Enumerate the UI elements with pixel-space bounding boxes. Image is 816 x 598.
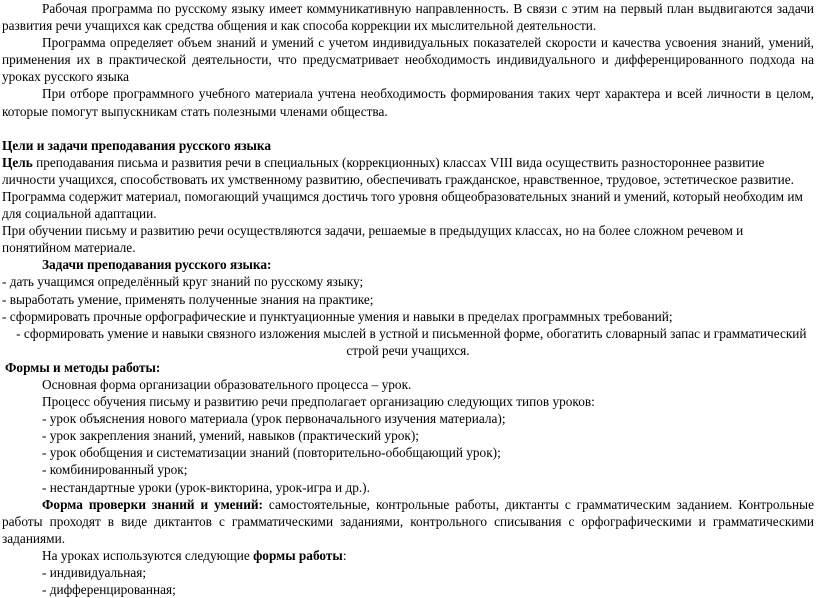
goals-tasks-paragraph: При обучении письму и развитию речи осуществляются задачи, решаемые в предыдущих классах, но на более сложном речевом и понятийном материале.: [2, 223, 744, 256]
lesson-type-item: - урок объяснения нового материала (урок первоначального изучения материала);: [42, 411, 506, 427]
task-item: - сформировать прочные орфографические и пунктуационные умения и навыки в пределах программных требований;: [2, 308, 673, 324]
forms-intro-paragraph: [2, 547, 814, 564]
control-text: самостоятельные, контрольные работы, диктанты с грамматическим заданием. Контрольные работы проходят в виде диктантов с грамматическими заданиями, контрольного списывания с орфографическими и грамматическими заданиями.: [2, 496, 814, 546]
lesson-type-item: - урок обобщения и систематизации знаний (повторительно-обобщающий урок);: [42, 445, 501, 461]
goals-aim-paragraph: [2, 154, 814, 188]
lesson-type-item: - нестандартные уроки (урок-викторина, урок-игра и др.).: [42, 479, 370, 495]
forms-label: формы работы: [253, 547, 343, 563]
tasks-heading: Задачи преподавания русского языка:: [42, 257, 272, 273]
task-item: - сформировать умение и навыки связного изложения мыслей в устной и письменной форме, обогатить словарный запас и грамматический строй речи учащихся.: [9, 325, 810, 358]
spacer: [2, 120, 814, 137]
goals-heading: Цели и задачи преподавания русского языка: [2, 137, 272, 153]
intro-paragraph-1: Рабочая программа по русскому языку имеет коммуникативную направленность. В связи с этим на первый план выдвигаются задачи развития речи учащихся как средства общения и как способа коррекции их мыслительной деятельности.: [2, 1, 814, 34]
forms-colon: :: [342, 547, 347, 563]
methods-types-paragraph: Процесс обучения письму и развитию речи предполагает организацию следующих типов уроков:: [42, 394, 595, 410]
methods-main-paragraph: Основная форма организации образовательного процесса – урок.: [42, 376, 412, 392]
form-item: - дифференцированная;: [42, 582, 176, 598]
form-item: - индивидуальная;: [42, 565, 147, 580]
methods-heading: Формы и методы работы:: [5, 359, 161, 375]
control-paragraph: [2, 496, 814, 547]
forms-intro-text: На уроках используются следующие: [42, 547, 254, 563]
task-item: - дать учащимся определённый круг знаний по русскому языку;: [2, 274, 364, 290]
lesson-type-item: - комбинированный урок;: [42, 462, 188, 478]
document-page: [2, 0, 814, 598]
goals-content-paragraph: Программа содержит материал, помогающий учащимся достичь того уровня общеобразовательных знаний и умений, который необходим им для социальной адаптации.: [2, 188, 803, 222]
intro-paragraph-2: Программа определяет объем знаний и умений с учетом индивидуальных показателей скорости и качества усвоения знаний, умений, применения их в практической деятельности, что предусматривает необходимость индивидуального и дифференцированного подхода на уроках русского языка: [2, 35, 814, 85]
aim-text: преподавания письма и развития речи в специальных (коррекционных) классах VIII вида осуществить разностороннее развитие личности учащихся, способствовать их умственному развитию, обеспечивать гражданское, нравственное, трудовое, эстетическое развитие.: [2, 154, 794, 187]
control-label: Форма проверки знаний и умений:: [42, 496, 263, 512]
aim-label: Цель: [2, 154, 33, 170]
lesson-type-item: - урок закрепления знаний, умений, навыков (практический урок);: [42, 428, 419, 444]
intro-paragraph-3: При отборе программного учебного материала учтена необходимость формирования таких черт характера и всей личности в целом, которые помогут выпускникам стать полезными членами общества.: [2, 86, 814, 119]
task-item: - выработать умение, применять полученные знания на практике;: [2, 291, 374, 307]
